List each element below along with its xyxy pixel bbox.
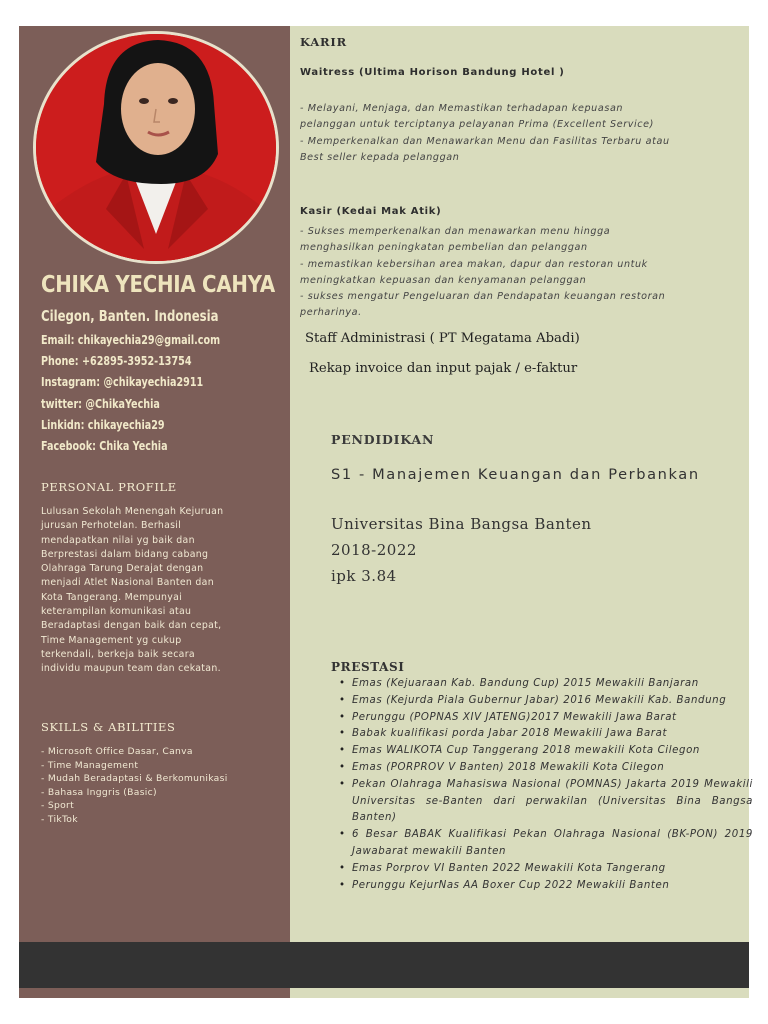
job-desc-line: - memastikan kebersihan area makan, dapur dan restoran untuk bbox=[300, 258, 648, 270]
job-desc-line: - sukses mengatur Pengeluaran dan Pendapatan keuangan restoran bbox=[300, 291, 666, 303]
job-desc-line: meningkatkan kepuasan dan kenyamanan pelanggan bbox=[300, 274, 587, 286]
achievement-item: • Emas WALIKOTA Cup Tanggerang 2018 mewakili Kota Cilegon bbox=[352, 743, 753, 760]
skill-item: - Sport bbox=[41, 800, 75, 811]
job-title-waitress: Waitress (Ultima Horison Bandung Hotel ) bbox=[300, 67, 565, 78]
education-degree: S1 - Manajemen Keuangan dan Perbankan bbox=[331, 466, 700, 483]
profile-line: terkendali, berkeja baik secara bbox=[41, 648, 195, 660]
contact-twitter[interactable]: twitter: @ChikaYechia bbox=[41, 396, 160, 411]
achievement-item: • Pekan Olahraga Mahasiswa Nasional (POMNAS) Jakarta 2019 Mewakili Universitas se-Banten dari perwakilan (Universitas Bina Bangsa Banten) bbox=[352, 777, 753, 827]
achievement-item: • Emas Porprov VI Banten 2022 Mewakili Kota Tangerang bbox=[352, 861, 753, 878]
achievement-item: • Emas (Kejurda Piala Gubernur Jabar) 2016 Mewakili Kab. Bandung bbox=[352, 693, 753, 710]
skill-item: - Time Management bbox=[41, 759, 139, 771]
contact-facebook[interactable]: Facebook: Chika Yechia bbox=[41, 439, 168, 454]
profile-line: Berprestasi dalam bidang cabang bbox=[41, 548, 209, 560]
profile-text bbox=[41, 505, 241, 677]
profile-line: individu maupun team dan cekatan. bbox=[41, 663, 221, 675]
skills-list bbox=[41, 745, 228, 826]
profile-photo bbox=[33, 31, 279, 264]
achievement-item: • Babak kualifikasi porda Jabar 2018 Mewakili Jawa Barat bbox=[352, 726, 753, 743]
job-desc-cashier bbox=[300, 224, 665, 322]
skill-item: - Bahasa Inggris (Basic) bbox=[41, 786, 157, 798]
education-university: Universitas Bina Bangsa Banten bbox=[331, 515, 592, 533]
profile-line: Time Management yg cukup bbox=[41, 634, 182, 646]
job-desc-line: perharinya. bbox=[300, 307, 362, 319]
profile-line: mendapatkan nilai yg baik dan bbox=[41, 534, 195, 546]
skills-heading: SKILLS & ABILITIES bbox=[41, 720, 176, 734]
achievement-item: • Emas (Kejuaraan Kab. Bandung Cup) 2015 Mewakili Banjaran bbox=[352, 676, 753, 693]
contact-phone[interactable]: Phone: +62895-3952-13754 bbox=[41, 354, 192, 369]
achievement-item: • 6 Besar BABAK Kualifikasi Pekan Olahraga Nasional (BK-PON) 2019 Jawabarat mewakili Banten bbox=[352, 827, 753, 861]
job-title-cashier: Kasir (Kedai Mak Atik) bbox=[300, 206, 442, 217]
profile-line: Olahraga Tarung Derajat dengan bbox=[41, 563, 204, 575]
achievement-item: • Emas (PORPROV V Banten) 2018 Mewakili Kota Cilegon bbox=[352, 760, 753, 777]
profile-line: Lulusan Sekolah Menengah Kejuruan bbox=[41, 506, 224, 517]
achievements-heading: PRESTASI bbox=[331, 660, 405, 674]
contact-list bbox=[41, 330, 265, 457]
education-heading: PENDIDIKAN bbox=[331, 432, 435, 447]
profile-line: jurusan Perhotelan. Berhasil bbox=[41, 520, 182, 532]
profile-line: Beradaptasi dengan baik dan cepat, bbox=[41, 620, 222, 632]
contact-instagram[interactable]: Instagram: @chikayechia2911 bbox=[41, 375, 204, 390]
contact-linkedin[interactable]: Linkidn: chikayechia29 bbox=[41, 417, 165, 432]
career-heading: KARIR bbox=[300, 35, 347, 49]
job-desc-waitress bbox=[300, 101, 670, 166]
education-gpa: ipk 3.84 bbox=[331, 567, 397, 585]
job-desc-line: - Melayani, Menjaga, dan Memastikan terhadapan kepuasan bbox=[300, 103, 624, 114]
achievement-item: • Perunggu (POPNAS XIV JATENG)2017 Mewakili Jawa Barat bbox=[352, 710, 753, 727]
profile-line: menjadi Atlet Nasional Banten dan bbox=[41, 577, 214, 589]
achievements-list bbox=[338, 676, 753, 894]
contact-email[interactable]: Email: chikayechia29@gmail.com bbox=[41, 333, 221, 347]
job-desc-staff: Rekap invoice dan input pajak / e-faktur bbox=[309, 361, 578, 376]
candidate-name: CHIKA YECHIA CAHYA bbox=[41, 272, 275, 298]
profile-line: keterampilan komunikasi atau bbox=[41, 606, 192, 618]
job-desc-line: - Sukses memperkenalkan dan menawarkan menu hingga bbox=[300, 226, 611, 237]
skill-item: - Microsoft Office Dasar, Canva bbox=[41, 746, 193, 757]
skill-item: - TikTok bbox=[41, 813, 78, 825]
candidate-location: Cilegon, Banten. Indonesia bbox=[41, 307, 219, 325]
profile-heading: PERSONAL PROFILE bbox=[41, 480, 177, 494]
job-desc-line: menghasilkan peningkatan pembelian dan pelanggan bbox=[300, 242, 588, 254]
skill-item: - Mudah Beradaptasi & Berkomunikasi bbox=[41, 773, 228, 784]
job-desc-line: Best seller kepada pelanggan bbox=[300, 151, 460, 163]
profile-line: Kota Tangerang. Mempunyai bbox=[41, 591, 183, 603]
education-years: 2018-2022 bbox=[331, 541, 417, 559]
job-desc-line: - Memperkenalkan dan Menawarkan Menu dan Fasilitas Terbaru atau bbox=[300, 135, 670, 147]
job-desc-line: pelanggan untuk terciptanya pelayanan Prima (Excellent Service) bbox=[300, 119, 655, 131]
job-title-staff: Staff Administrasi ( PT Megatama Abadi) bbox=[305, 331, 580, 346]
portrait-image bbox=[36, 34, 276, 261]
footer-bar bbox=[19, 942, 749, 988]
achievement-item: • Perunggu KejurNas AA Boxer Cup 2022 Mewakili Banten bbox=[352, 878, 753, 895]
